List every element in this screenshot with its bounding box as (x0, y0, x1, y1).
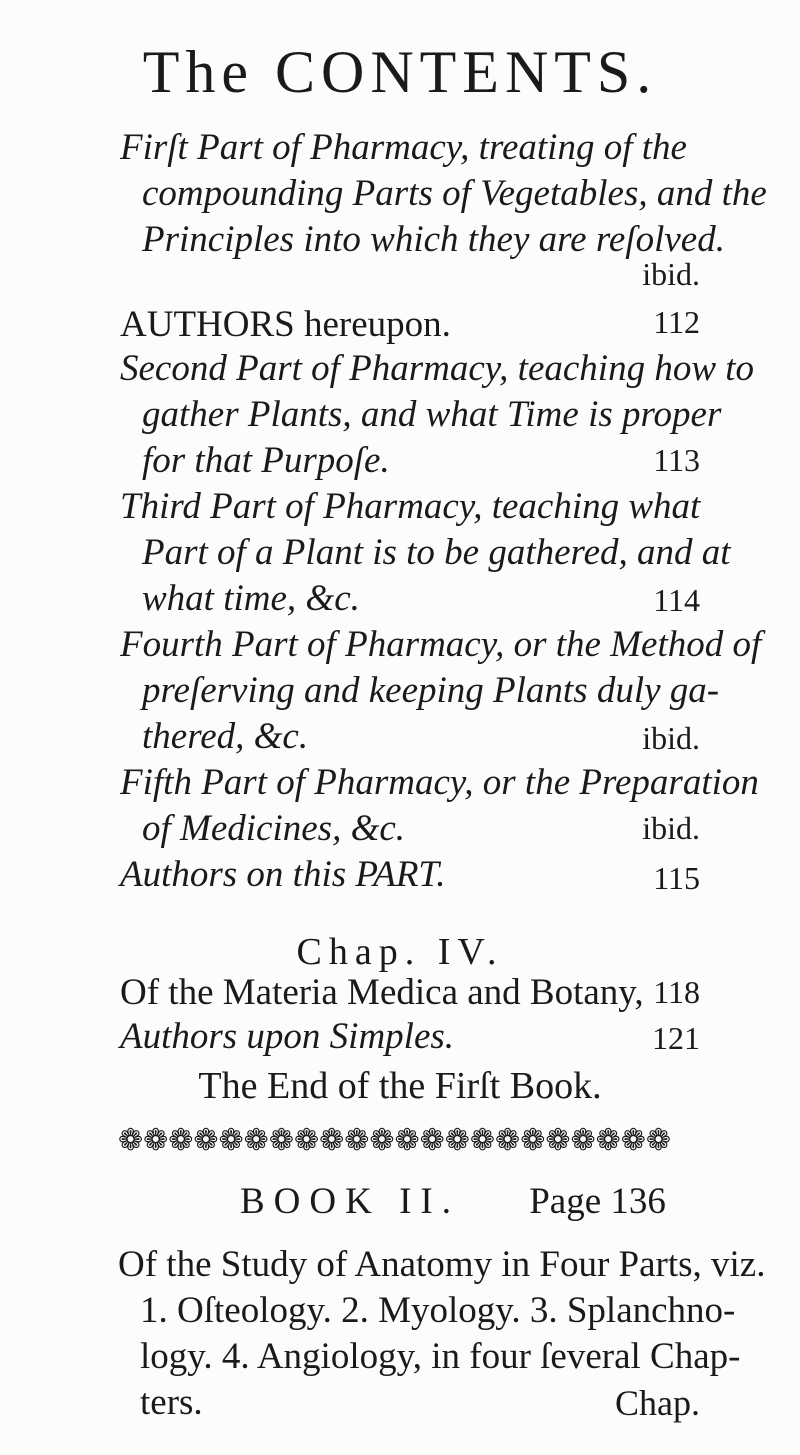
entry-line: gather Plants, and what Time is proper (142, 394, 722, 435)
catchword: Chap. (615, 1383, 700, 1423)
contents-entry-second-part (120, 346, 755, 484)
entry-line: Part of a Plant is to be gathered, and at (142, 532, 731, 573)
entry-line: Authors on this PART. (120, 854, 446, 895)
book-end-note: The End of the Firſt Book. (198, 1065, 602, 1107)
book-summary-line: ters. (140, 1382, 203, 1423)
entry-line: Principles into which they are reſolved. (142, 219, 725, 260)
ornament-band: ❁❁❁❁❁❁❁❁❁❁❁❁❁❁❁❁❁❁❁❁❁❁ (118, 1124, 672, 1157)
contents-entry-third-part (120, 484, 731, 622)
page-number: 113 (653, 442, 700, 478)
book-page-label: Page 136 (529, 1181, 666, 1222)
page-number: ibid. (642, 256, 700, 292)
entry-line: Second Part of Pharmacy, teaching how to (120, 348, 755, 389)
entry-line: compounding Parts of Vegetables, and the (142, 173, 767, 214)
chapter-item-text: Authors upon Simples. (120, 1016, 455, 1057)
contents-entry-first-part (120, 125, 767, 263)
chapter-item (120, 1014, 700, 1060)
page-number: 112 (653, 304, 700, 340)
page-number: ibid. (642, 720, 700, 756)
entry-line: preſerving and keeping Plants duly ga- (142, 670, 720, 711)
contents-entry-authors-part (120, 852, 700, 898)
chapter-item-text: Of the Materia Medica and Botany, (120, 972, 644, 1013)
page-number: 114 (653, 582, 700, 618)
entry-line: what time, &c. (142, 578, 360, 619)
entry-line: AUTHORS hereupon. (120, 304, 451, 345)
page-number: 118 (653, 974, 700, 1010)
book-summary (118, 1242, 766, 1426)
page-number: 115 (653, 860, 700, 896)
entry-line: thered, &c. (142, 716, 309, 757)
contents-entry-fourth-part (120, 622, 762, 760)
book-summary-line: logy. 4. Angiology, in four ſeveral Chap- (140, 1336, 741, 1377)
entry-line: Fourth Part of Pharmacy, or the Method of (120, 624, 762, 665)
page-title: The CONTENTS. (142, 39, 658, 105)
book-summary-line: Of the Study of Anatomy in Four Parts, viz. (118, 1244, 766, 1285)
book-summary-line: 1. Oſteology. 2. Myology. 3. Splanchno- (140, 1290, 736, 1331)
chapter-item (120, 970, 700, 1016)
entry-line: Third Part of Pharmacy, teaching what (120, 486, 701, 527)
entry-line: for that Purpoſe. (142, 440, 390, 481)
page-number: 121 (652, 1020, 700, 1056)
entry-line: of Medicines, &c. (142, 808, 406, 849)
contents-entry-authors (120, 302, 700, 348)
book-label: BOOK II. (240, 1181, 460, 1222)
entry-line: Firſt Part of Pharmacy, treating of the (120, 127, 687, 168)
book-heading (240, 1180, 666, 1223)
contents-entry-fifth-part (120, 760, 759, 852)
entry-line: Fifth Part of Pharmacy, or the Preparation (120, 762, 759, 803)
chapter-heading: Chap. IV. (296, 931, 504, 973)
page-number: ibid. (642, 810, 700, 846)
